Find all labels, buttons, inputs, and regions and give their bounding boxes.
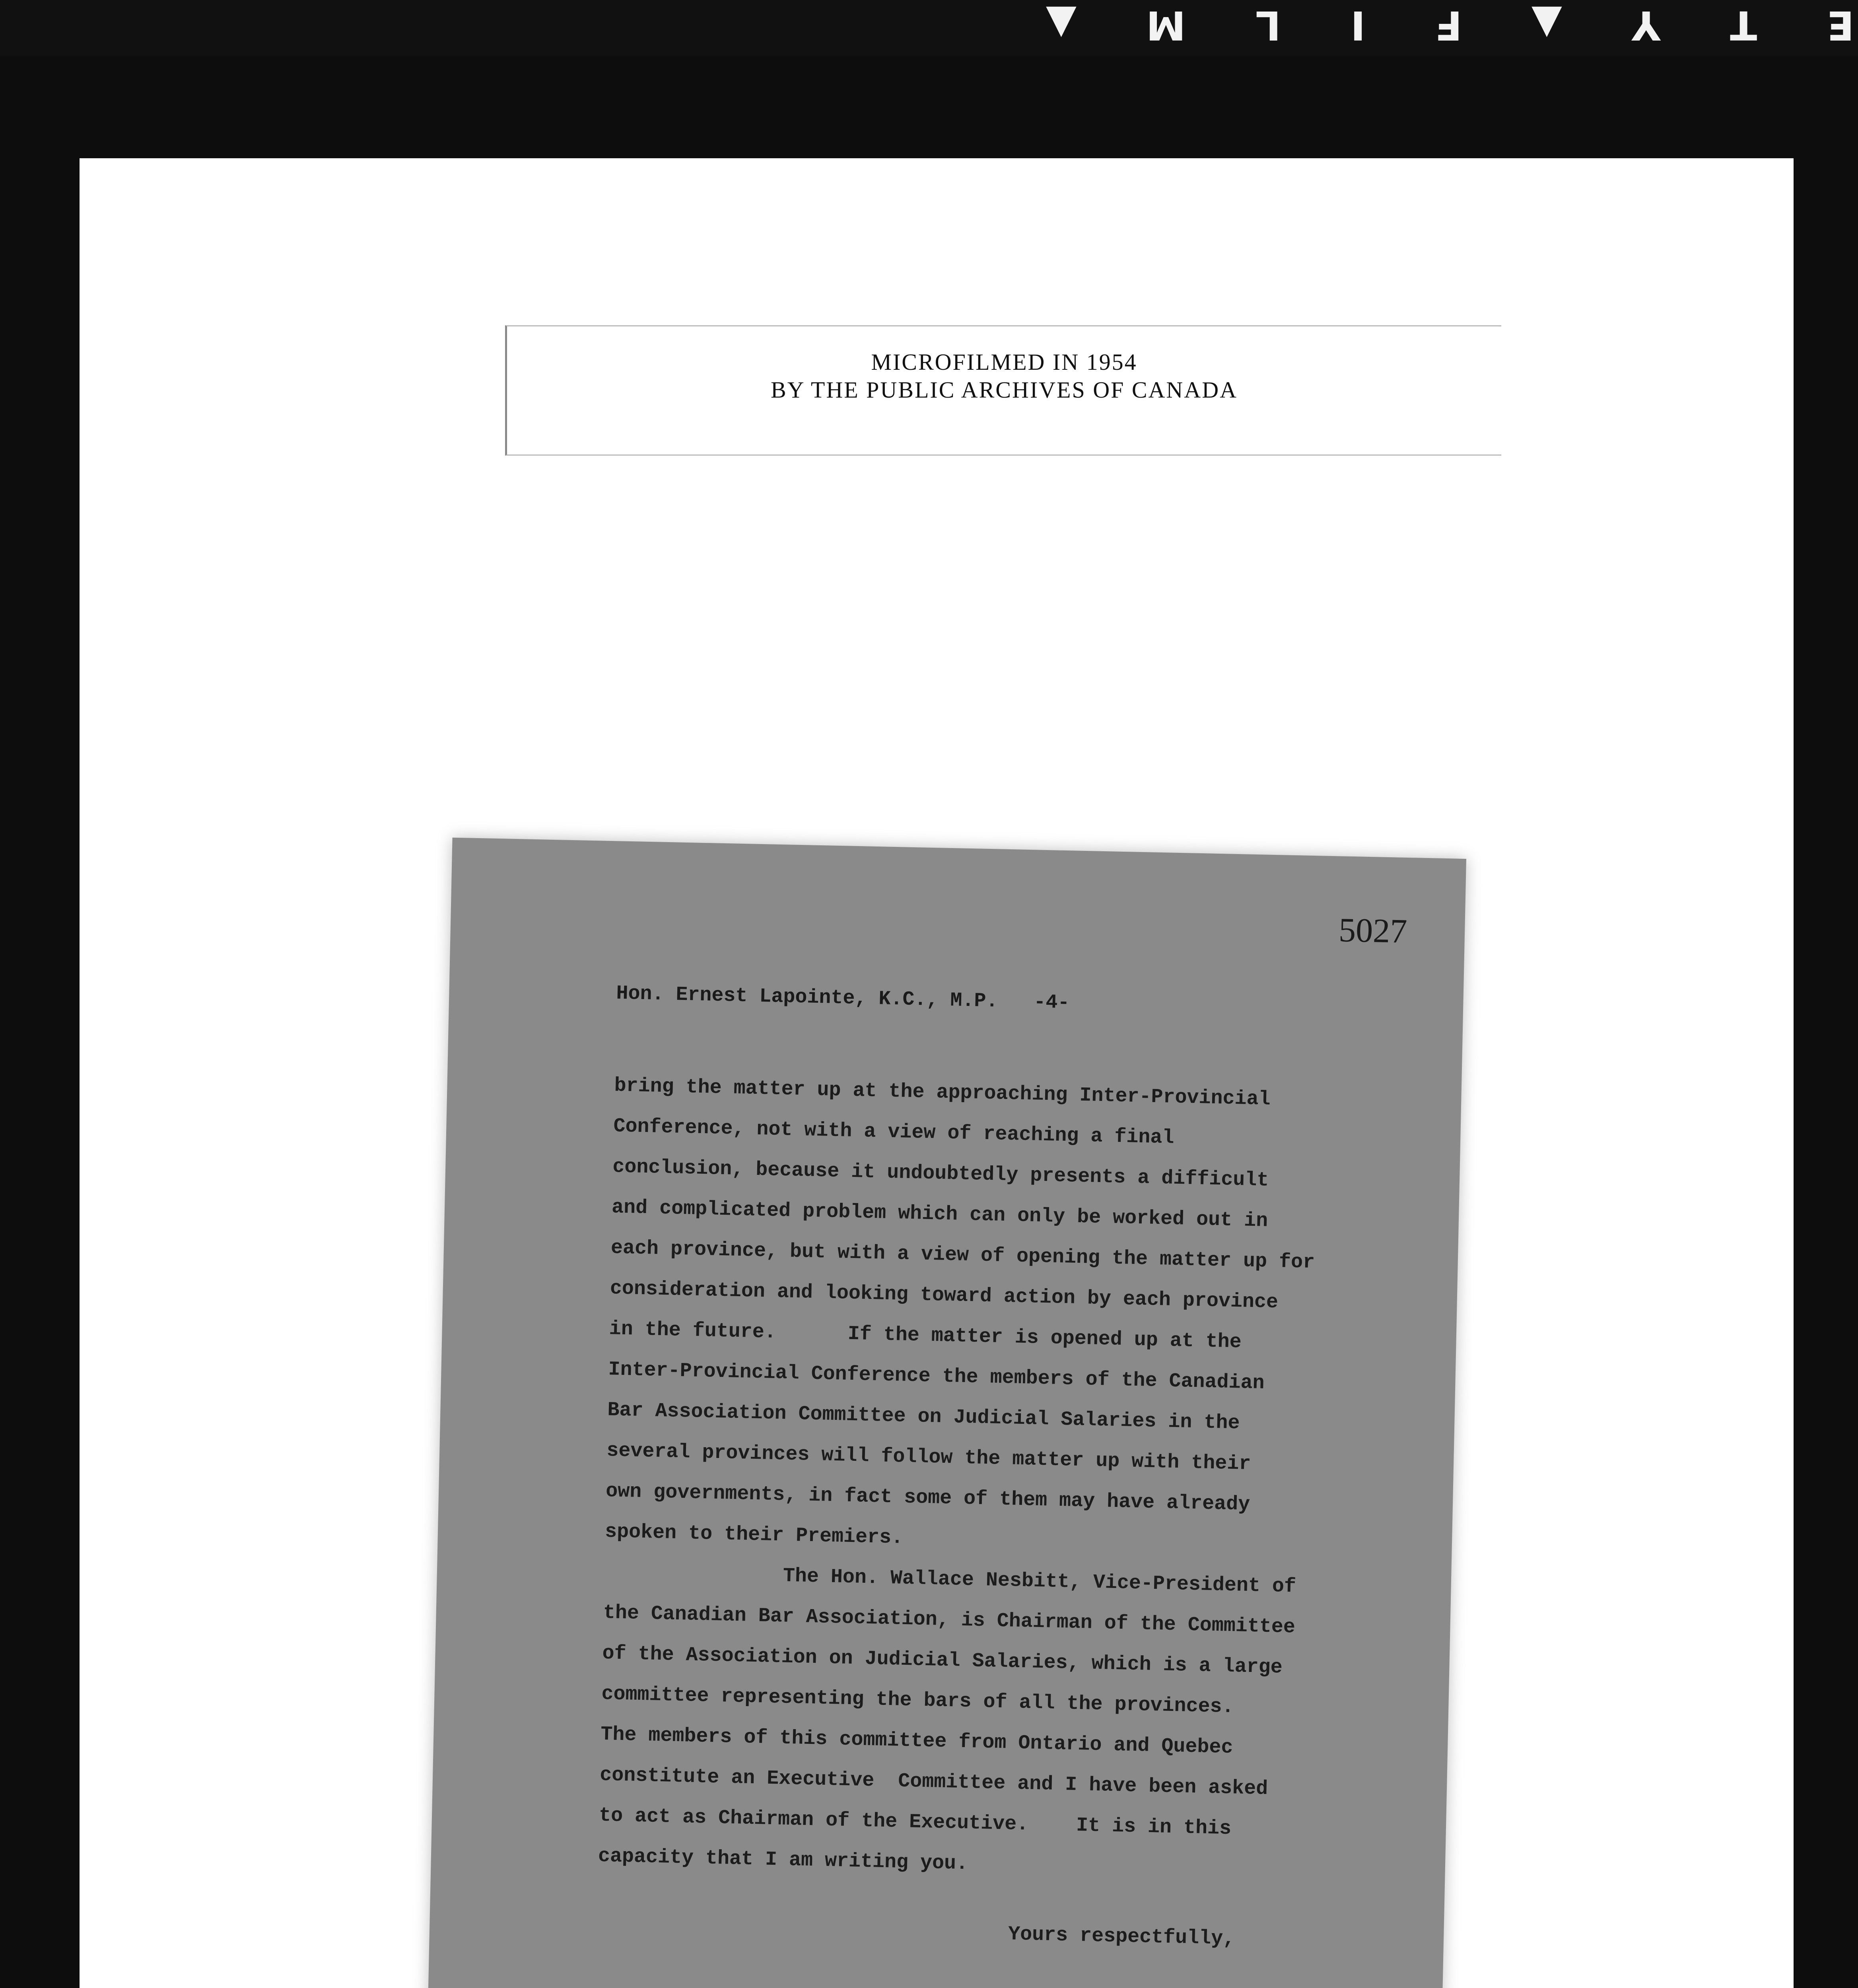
film-edge-letter: F [1434,2,1462,49]
letter-line: The members of this committee from Ontario and Quebec [600,1723,1233,1759]
letter-line: and complicated problem which can only be worked out in [611,1196,1268,1233]
page-number: 5027 [1338,911,1408,950]
letter-line: The Hon. Wallace Nesbitt, Vice-President of [604,1561,1296,1598]
letter-line: committee representing the bars of all the provinces. [601,1682,1234,1719]
letter-line: conclusion, because it undoubtedly presents a difficult [612,1155,1269,1192]
film-edge-letter: M [1146,2,1186,49]
letter-line: Inter-Provincial Conference the members of the Canadian [608,1358,1265,1395]
letter-closing: Yours respectfully, [1008,1923,1235,1951]
letter-line: bring the matter up at the approaching Inter-Provincial [614,1074,1271,1111]
film-edge-letter: ▲ [1531,2,1563,49]
letter-line: several provinces will follow the matter up with their [606,1439,1251,1476]
letter-page [427,838,1466,1988]
letter-line: of the Association on Judicial Salaries, which is a large [602,1642,1283,1679]
film-edge-letter: Y [1632,2,1661,49]
letter-line: spoken to their Premiers. [604,1520,904,1549]
letter-heading: Hon. Ernest Lapointe, K.C., M.P. -4- [616,982,1070,1015]
film-edge-strip [0,0,1858,56]
microfilm-frame [80,158,1794,1988]
letter-line: capacity that I am writing you. [598,1844,968,1875]
archive-stamp-line-2: BY THE PUBLIC ARCHIVES OF CANADA [771,377,1238,403]
film-edge-letter: I [1350,2,1365,49]
letter-line: in the future. If the matter is opened up at the [609,1318,1242,1354]
archive-stamp-line-1: MICROFILMED IN 1954 [871,349,1137,375]
film-edge-letter: E [1827,2,1854,49]
letter-line: to act as Chairman of the Executive. It is in this [599,1804,1232,1840]
letter-line: consideration and looking toward action by each province [610,1277,1279,1314]
letter-line: each province, but with a view of opening the matter up for [610,1237,1315,1274]
film-edge-letter: ▲ [1046,2,1077,49]
film-edge-letter: T [1730,2,1757,49]
letter-line: own governments, in fact some of them may have already [605,1480,1250,1516]
letter-line: the Canadian Bar Association, is Chairman of the Committee [603,1602,1296,1639]
film-edge-letters [1046,3,1858,47]
film-edge-letter: L [1255,2,1281,49]
letter-line: Bar Association Committee on Judicial Salaries in the [607,1399,1240,1435]
letter-line: Conference, not with a view of reaching a final [613,1115,1174,1149]
archive-stamp [505,325,1501,456]
letter-line: constitute an Executive Committee and I have been asked [599,1763,1268,1801]
letter-body [598,1066,1442,1894]
